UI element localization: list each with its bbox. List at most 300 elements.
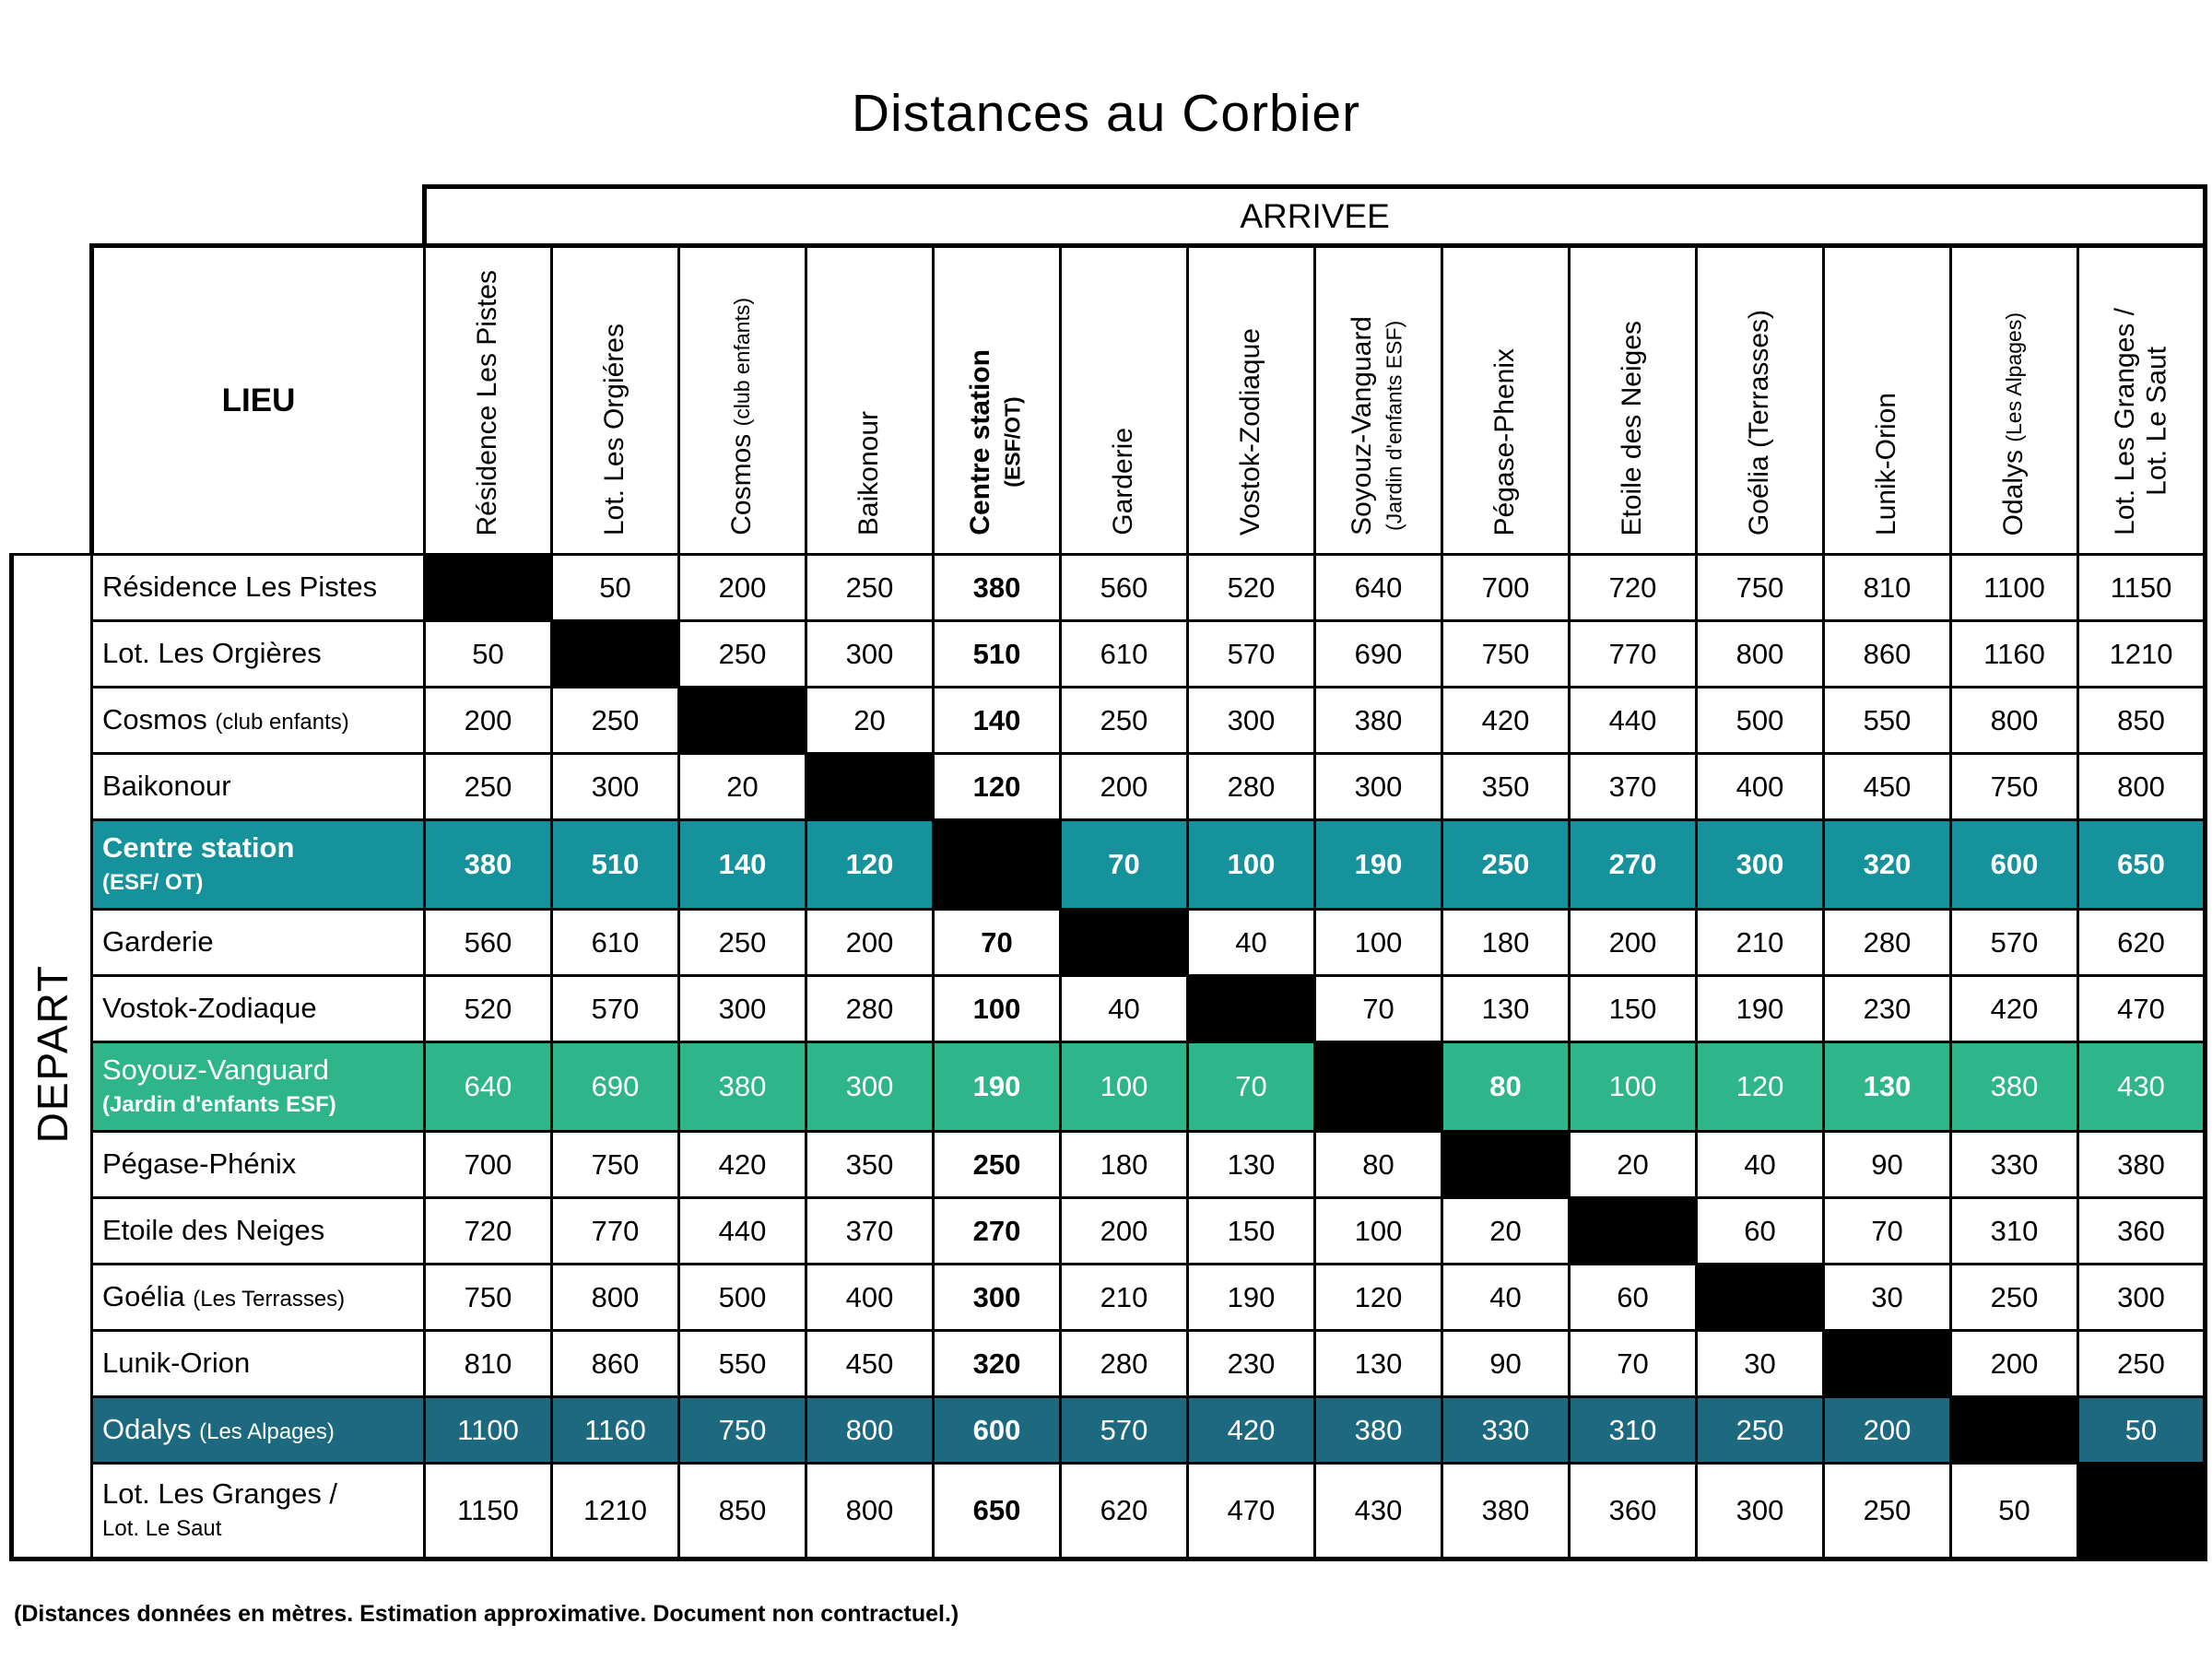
table-row (12, 1042, 2206, 1132)
distance-cell: 180 (1442, 910, 1570, 976)
column-header-text (1871, 393, 1903, 535)
row-label (92, 820, 425, 910)
column-header (1061, 246, 1188, 555)
distance-cell: 370 (806, 1198, 934, 1265)
distance-cell: 200 (425, 688, 552, 754)
distance-cell: 280 (806, 976, 934, 1042)
distance-cell: 250 (679, 621, 806, 688)
table-row (12, 1397, 2206, 1464)
column-header-text (1235, 328, 1267, 535)
table-row (12, 1464, 2206, 1559)
column-header-text (965, 349, 1029, 535)
distance-cell: 510 (934, 621, 1061, 688)
distance-cell: 570 (552, 976, 679, 1042)
distance-cell: 270 (934, 1198, 1061, 1265)
column-header-sublabel: (Les Alpages) (2002, 312, 2027, 442)
distance-cell: 640 (425, 1042, 552, 1132)
distance-cell: 150 (1188, 1198, 1315, 1265)
diagonal-cell (1315, 1042, 1442, 1132)
row-label-text: Lot. Les Granges / (102, 1477, 338, 1511)
distance-cell: 120 (934, 754, 1061, 820)
distance-cell: 800 (806, 1464, 934, 1559)
row-label (92, 1132, 425, 1198)
distance-cell: 1100 (425, 1397, 552, 1464)
distance-cell: 800 (2078, 754, 2206, 820)
column-header-text (472, 270, 504, 536)
arrivee-row (12, 187, 2206, 246)
distance-cell: 380 (679, 1042, 806, 1132)
diagonal-cell (1188, 976, 1315, 1042)
distance-matrix-wrap (9, 184, 2207, 1561)
column-header-text (1108, 428, 1140, 535)
distance-cell: 640 (1315, 555, 1442, 621)
column-header-sublabel: Lot. Le Saut (2141, 347, 2172, 497)
distance-cell: 750 (552, 1132, 679, 1198)
distance-cell: 300 (1315, 754, 1442, 820)
distance-cell: 120 (806, 820, 934, 910)
diagonal-cell (1442, 1132, 1570, 1198)
distance-cell: 300 (2078, 1265, 2206, 1331)
row-sublabel-text: (Jardin d'enfants ESF) (102, 1092, 336, 1117)
distance-cell: 800 (806, 1397, 934, 1464)
column-header-label: Baikonour (853, 410, 885, 535)
distance-cell: 810 (425, 1331, 552, 1397)
column-header-text (1489, 348, 1522, 535)
distance-cell: 250 (552, 688, 679, 754)
distance-cell: 350 (806, 1132, 934, 1198)
column-header-label: Etoile des Neiges (1617, 320, 1648, 535)
distance-cell: 250 (1824, 1464, 1951, 1559)
row-label-text: Odalys (102, 1413, 192, 1446)
distance-cell: 750 (1442, 621, 1570, 688)
distance-cell: 440 (679, 1198, 806, 1265)
distance-cell: 570 (1188, 621, 1315, 688)
distance-cell: 70 (1570, 1331, 1697, 1397)
distance-cell: 70 (1188, 1042, 1315, 1132)
distance-cell: 50 (552, 555, 679, 621)
column-header-label: Centre station (965, 349, 995, 535)
distance-cell: 1210 (2078, 621, 2206, 688)
distance-cell: 200 (1061, 1198, 1188, 1265)
distance-cell: 130 (1824, 1042, 1951, 1132)
distance-cell: 430 (1315, 1464, 1442, 1559)
distance-cell: 230 (1824, 976, 1951, 1042)
distance-cell: 80 (1442, 1042, 1570, 1132)
column-header-text (853, 411, 886, 535)
distance-cell: 20 (1442, 1198, 1570, 1265)
distance-cell: 570 (1951, 910, 2078, 976)
distance-cell: 300 (679, 976, 806, 1042)
distance-cell: 190 (1697, 976, 1824, 1042)
column-header-text (2110, 308, 2173, 535)
row-label (92, 621, 425, 688)
distance-cell: 190 (1188, 1265, 1315, 1331)
distance-cell: 380 (934, 555, 1061, 621)
distance-cell: 100 (1315, 1198, 1442, 1265)
column-header-text (726, 298, 759, 535)
column-header (1188, 246, 1315, 555)
distance-cell: 210 (1697, 910, 1824, 976)
distance-cell: 470 (1188, 1464, 1315, 1559)
row-label (92, 976, 425, 1042)
distance-cell: 360 (1570, 1464, 1697, 1559)
distance-cell: 90 (1442, 1331, 1570, 1397)
depart-header-text: DEPART (28, 964, 76, 1144)
distance-cell: 150 (1570, 976, 1697, 1042)
distance-cell: 1160 (552, 1397, 679, 1464)
distance-cell: 250 (425, 754, 552, 820)
distance-cell: 330 (1951, 1132, 2078, 1198)
distance-cell: 130 (1442, 976, 1570, 1042)
distance-cell: 380 (2078, 1132, 2206, 1198)
column-header (1442, 246, 1570, 555)
row-sublabel-text: Lot. Le Saut (102, 1516, 222, 1541)
column-header-text (1617, 321, 1649, 535)
column-header (1951, 246, 2078, 555)
distance-cell: 600 (934, 1397, 1061, 1464)
distance-cell: 610 (1061, 621, 1188, 688)
row-sublabel-text: (club enfants) (215, 710, 349, 735)
diagonal-cell (679, 688, 806, 754)
distance-cell: 100 (1061, 1042, 1188, 1132)
table-row (12, 688, 2206, 754)
distance-cell: 80 (1315, 1132, 1442, 1198)
distance-cell: 300 (1697, 820, 1824, 910)
distance-cell: 200 (1824, 1397, 1951, 1464)
table-row (12, 820, 2206, 910)
distance-cell: 770 (1570, 621, 1697, 688)
distance-cell: 50 (1951, 1464, 2078, 1559)
column-header-text (1998, 312, 2030, 535)
distance-cell: 800 (1951, 688, 2078, 754)
column-header (552, 246, 679, 555)
column-header (934, 246, 1061, 555)
diagonal-cell (1951, 1397, 2078, 1464)
row-label-text: Goélia (102, 1280, 185, 1313)
column-header-label: Soyouz-Vanguard (1347, 316, 1377, 535)
column-header-label: Odalys (1998, 449, 2030, 535)
distance-cell: 720 (425, 1198, 552, 1265)
distance-cell: 650 (934, 1464, 1061, 1559)
table-row (12, 1331, 2206, 1397)
diagonal-cell (2078, 1464, 2206, 1559)
distance-cell: 250 (1061, 688, 1188, 754)
distance-cell: 200 (1570, 910, 1697, 976)
table-row (12, 1132, 2206, 1198)
row-label-text: Centre station (102, 831, 295, 865)
distance-cell: 90 (1824, 1132, 1951, 1198)
page-title: Distances au Corbier (851, 84, 1361, 143)
row-label (92, 1042, 425, 1132)
row-label-text: Vostok-Zodiaque (102, 992, 317, 1025)
distance-cell: 650 (2078, 820, 2206, 910)
row-label-text: Etoile des Neiges (102, 1214, 325, 1247)
row-label (92, 688, 425, 754)
distance-cell: 380 (1442, 1464, 1570, 1559)
distance-cell: 60 (1570, 1265, 1697, 1331)
distance-cell: 40 (1061, 976, 1188, 1042)
distance-cell: 1210 (552, 1464, 679, 1559)
top-left-spacer (12, 187, 425, 246)
distance-cell: 300 (806, 1042, 934, 1132)
column-header (1697, 246, 1824, 555)
distance-cell: 550 (679, 1331, 806, 1397)
row-label-text: Soyouz-Vanguard (102, 1053, 329, 1087)
diagonal-cell (934, 820, 1061, 910)
distance-cell: 380 (1315, 688, 1442, 754)
row-label (92, 1397, 425, 1464)
distance-cell: 250 (2078, 1331, 2206, 1397)
column-header (1315, 246, 1442, 555)
column-header-text (599, 324, 631, 535)
row-label (92, 1198, 425, 1265)
row-label (92, 754, 425, 820)
distance-cell: 70 (1315, 976, 1442, 1042)
distance-cell: 30 (1824, 1265, 1951, 1331)
distance-matrix-table (9, 184, 2207, 1561)
distance-cell: 250 (806, 555, 934, 621)
distance-cell: 300 (1697, 1464, 1824, 1559)
row-label-text: Cosmos (102, 703, 207, 736)
diagonal-cell (552, 621, 679, 688)
distance-cell: 320 (1824, 820, 1951, 910)
distance-cell: 380 (1315, 1397, 1442, 1464)
distance-cell: 190 (934, 1042, 1061, 1132)
column-header-label: Garderie (1108, 428, 1139, 535)
column-header (806, 246, 934, 555)
distance-cell: 470 (2078, 976, 2206, 1042)
row-label (92, 1464, 425, 1559)
distance-cell: 100 (1315, 910, 1442, 976)
distance-cell: 310 (1951, 1198, 2078, 1265)
distance-cell: 700 (425, 1132, 552, 1198)
distance-cell: 510 (552, 820, 679, 910)
distance-cell: 60 (1697, 1198, 1824, 1265)
distance-cell: 380 (425, 820, 552, 910)
distance-cell: 620 (2078, 910, 2206, 976)
row-sublabel-text: (ESF/ OT) (102, 870, 204, 895)
column-header-label: Pégase-Phenix (1489, 347, 1521, 535)
column-header-text (1347, 316, 1410, 535)
row-label-text: Résidence Les Pistes (102, 571, 378, 604)
distance-cell: 690 (1315, 621, 1442, 688)
distance-cell: 200 (1951, 1331, 2078, 1397)
distance-cell: 1150 (2078, 555, 2206, 621)
distance-cell: 350 (1442, 754, 1570, 820)
distance-cell: 330 (1442, 1397, 1570, 1464)
diagonal-cell (425, 555, 552, 621)
distance-cell: 280 (1061, 1331, 1188, 1397)
distance-cell: 30 (1697, 1331, 1824, 1397)
column-header (1570, 246, 1697, 555)
row-label-text: Garderie (102, 925, 214, 959)
distance-cell: 1100 (1951, 555, 2078, 621)
column-header-label: Lot. Les Orgiéres (599, 323, 630, 535)
distance-cell: 860 (552, 1331, 679, 1397)
distance-cell: 300 (934, 1265, 1061, 1331)
table-row (12, 1198, 2206, 1265)
row-sublabel-text: (Les Alpages) (199, 1419, 335, 1445)
distance-cell: 610 (552, 910, 679, 976)
distance-cell: 720 (1570, 555, 1697, 621)
lieu-header-cell: LIEU (92, 246, 425, 555)
table-row (12, 754, 2206, 820)
column-header-label: Lunik-Orion (1871, 392, 1902, 535)
table-row (12, 910, 2206, 976)
column-header-label: Résidence Les Pistes (472, 269, 503, 535)
row-sublabel-text: (Les Terrasses) (193, 1287, 346, 1312)
distance-cell: 200 (806, 910, 934, 976)
column-header-row (12, 246, 2206, 555)
distance-cell: 520 (425, 976, 552, 1042)
distance-cell: 1160 (1951, 621, 2078, 688)
distance-cell: 400 (1697, 754, 1824, 820)
column-header-label: Cosmos (726, 433, 758, 535)
distance-cell: 430 (2078, 1042, 2206, 1132)
distance-cell: 250 (934, 1132, 1061, 1198)
distance-cell: 50 (2078, 1397, 2206, 1464)
distance-cell: 440 (1570, 688, 1697, 754)
distance-cell: 320 (934, 1331, 1061, 1397)
distance-cell: 570 (1061, 1397, 1188, 1464)
distance-cell: 200 (1061, 754, 1188, 820)
diagonal-cell (806, 754, 934, 820)
distance-cell: 800 (552, 1265, 679, 1331)
distance-cell: 300 (806, 621, 934, 688)
table-row (12, 976, 2206, 1042)
distance-cell: 620 (1061, 1464, 1188, 1559)
distance-cell: 850 (2078, 688, 2206, 754)
distance-cell: 20 (679, 754, 806, 820)
row-label-text: Baikonour (102, 770, 231, 803)
distance-cell: 120 (1315, 1265, 1442, 1331)
distance-cell: 20 (1570, 1132, 1697, 1198)
distance-cell: 100 (934, 976, 1061, 1042)
arrivee-header-cell: ARRIVEE (425, 187, 2206, 246)
column-header-sublabel: (club enfants) (730, 298, 755, 427)
distance-cell: 770 (552, 1198, 679, 1265)
distance-cell: 420 (679, 1132, 806, 1198)
distance-cell: 190 (1315, 820, 1442, 910)
distance-cell: 750 (679, 1397, 806, 1464)
distance-cell: 210 (1061, 1265, 1188, 1331)
distance-cell: 560 (1061, 555, 1188, 621)
table-row (12, 1265, 2206, 1331)
distance-cell: 200 (679, 555, 806, 621)
distance-cell: 230 (1188, 1331, 1315, 1397)
distance-cell: 860 (1824, 621, 1951, 688)
column-header (679, 246, 806, 555)
distance-cell: 810 (1824, 555, 1951, 621)
distance-cell: 700 (1442, 555, 1570, 621)
table-row (12, 555, 2206, 621)
distance-cell: 100 (1570, 1042, 1697, 1132)
column-header-text (1744, 310, 1776, 535)
distance-cell: 750 (1951, 754, 2078, 820)
row-label (92, 910, 425, 976)
distance-cell: 70 (1061, 820, 1188, 910)
distance-cell: 40 (1697, 1132, 1824, 1198)
row-label (92, 1331, 425, 1397)
distance-cell: 120 (1697, 1042, 1824, 1132)
distance-cell: 130 (1188, 1132, 1315, 1198)
distance-cell: 140 (679, 820, 806, 910)
distance-cell: 130 (1315, 1331, 1442, 1397)
distance-cell: 550 (1824, 688, 1951, 754)
distance-cell: 750 (425, 1265, 552, 1331)
distance-cell: 500 (1697, 688, 1824, 754)
distance-cell: 360 (2078, 1198, 2206, 1265)
distance-cell: 280 (1188, 754, 1315, 820)
distance-cell: 420 (1951, 976, 2078, 1042)
distance-cell: 20 (806, 688, 934, 754)
distance-cell: 420 (1188, 1397, 1315, 1464)
footer-note: (Distances données en mètres. Estimation approximative. Document non contractuel.) (14, 1601, 959, 1627)
column-header-label: Goélia (Terrasses) (1744, 309, 1775, 535)
column-header (1824, 246, 1951, 555)
distance-cell: 450 (1824, 754, 1951, 820)
distance-cell: 70 (1824, 1198, 1951, 1265)
row-label-text: Pégase-Phénix (102, 1147, 297, 1181)
distance-cell: 280 (1824, 910, 1951, 976)
distance-cell: 270 (1570, 820, 1697, 910)
column-header (425, 246, 552, 555)
depart-header-cell (12, 555, 92, 1559)
distance-cell: 370 (1570, 754, 1697, 820)
row-label-text: Lot. Les Orgières (102, 637, 322, 670)
column-header (2078, 246, 2206, 555)
column-header-sublabel: (ESF/OT) (1000, 396, 1025, 488)
distance-cell: 800 (1697, 621, 1824, 688)
distance-cell: 380 (1951, 1042, 2078, 1132)
distance-cell: 500 (679, 1265, 806, 1331)
distance-cell: 310 (1570, 1397, 1697, 1464)
column-header-sublabel: (Jardin d'enfants ESF) (1382, 320, 1406, 532)
distance-cell: 600 (1951, 820, 2078, 910)
distance-cell: 300 (552, 754, 679, 820)
table-row (12, 621, 2206, 688)
distance-cell: 300 (1188, 688, 1315, 754)
distance-cell: 250 (1951, 1265, 2078, 1331)
distance-cell: 40 (1442, 1265, 1570, 1331)
distance-cell: 140 (934, 688, 1061, 754)
distance-cell: 180 (1061, 1132, 1188, 1198)
column-header-label: Vostok-Zodiaque (1235, 327, 1266, 535)
row-label (92, 555, 425, 621)
distance-cell: 250 (1442, 820, 1570, 910)
distance-cell: 560 (425, 910, 552, 976)
distance-cell: 50 (425, 621, 552, 688)
distance-cell: 690 (552, 1042, 679, 1132)
distance-cell: 250 (679, 910, 806, 976)
distance-cell: 750 (1697, 555, 1824, 621)
distance-cell: 850 (679, 1464, 806, 1559)
distance-cell: 420 (1442, 688, 1570, 754)
column-header-label: Lot. Les Granges / (2109, 308, 2140, 535)
distance-cell: 400 (806, 1265, 934, 1331)
distance-cell: 100 (1188, 820, 1315, 910)
diagonal-cell (1697, 1265, 1824, 1331)
row-label-text: Lunik-Orion (102, 1347, 251, 1380)
distance-cell: 1150 (425, 1464, 552, 1559)
distance-cell: 520 (1188, 555, 1315, 621)
depart-spacer (12, 246, 92, 555)
diagonal-cell (1061, 910, 1188, 976)
diagonal-cell (1824, 1331, 1951, 1397)
distance-cell: 450 (806, 1331, 934, 1397)
distance-cell: 40 (1188, 910, 1315, 976)
distance-cell: 250 (1697, 1397, 1824, 1464)
